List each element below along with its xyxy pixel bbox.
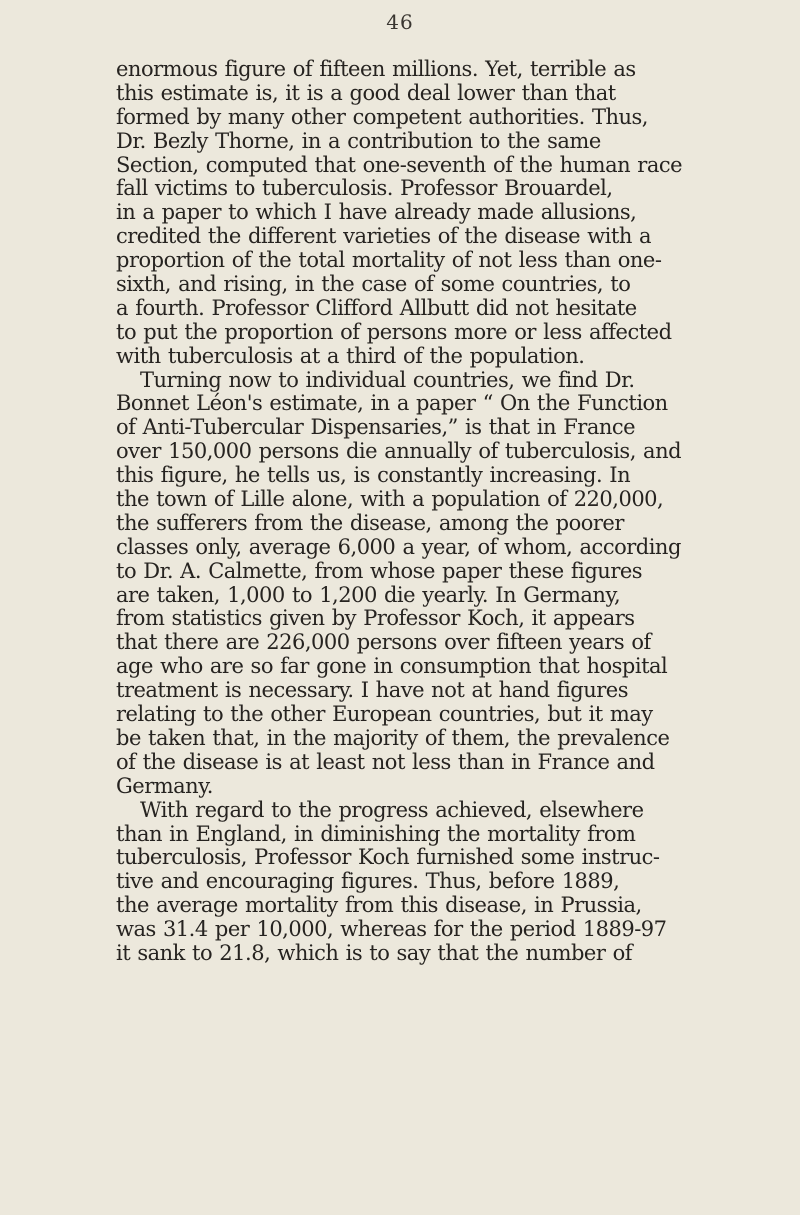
text-line: Section, computed that one-seventh of the human race: [116, 152, 683, 177]
text-line: Dr. Bezly Thorne, in a contribution to the same: [116, 128, 601, 153]
text-line: from statistics given by Professor Koch, it appears: [116, 606, 635, 631]
text-line: a fourth. Professor Clifford Allbutt did not hesitate: [116, 295, 637, 320]
body-text: [116, 58, 716, 966]
text-line: fall victims to tuberculosis. Professor Brouardel,: [116, 176, 613, 201]
text-line: classes only, average 6,000 a year, of whom, according: [116, 534, 681, 559]
text-line: the average mortality from this disease, in Prussia,: [116, 893, 642, 918]
text-line: to put the proportion of persons more or less affected: [116, 319, 672, 344]
text-line: Bonnet Léon's estimate, in a paper “ On the Function: [116, 391, 668, 416]
text-line: the sufferers from the disease, among the poorer: [116, 510, 624, 535]
text-line: enormous figure of fifteen millions. Yet, terrible as: [116, 57, 636, 81]
text-line: sixth, and rising, in the case of some countries, to: [116, 272, 631, 297]
text-line: than in England, in diminishing the mortality from: [116, 821, 636, 846]
text-line: be taken that, in the majority of them, the prevalence: [116, 725, 670, 750]
text-line: was 31.4 per 10,000, whereas for the period 1889-97: [116, 917, 667, 942]
text-line: treatment is necessary. I have not at hand figures: [116, 678, 628, 703]
text-line: are taken, 1,000 to 1,200 die yearly. In Germany,: [116, 582, 621, 607]
text-line: With regard to the progress achieved, elsewhere: [140, 797, 644, 822]
text-line: it sank to 21.8, which is to say that the number of: [116, 940, 632, 965]
text-line: Germany.: [116, 773, 213, 798]
text-line: tive and encouraging figures. Thus, before 1889,: [116, 869, 620, 894]
text-line: Turning now to individual countries, we find Dr.: [140, 367, 635, 392]
text-line: over 150,000 persons die annually of tuberculosis, and: [116, 439, 682, 464]
text-line: to Dr. A. Calmette, from whose paper these figures: [116, 558, 643, 583]
text-line: proportion of the total mortality of not less than one-: [116, 248, 662, 273]
page-number: 46: [386, 10, 414, 34]
text-line: credited the different varieties of the disease with a: [116, 224, 652, 249]
text-line: the town of Lille alone, with a population of 220,000,: [116, 487, 664, 512]
text-line: relating to the other European countries, but it may: [116, 702, 653, 727]
text-line: that there are 226,000 persons over fifteen years of: [116, 630, 651, 655]
text-line: of the disease is at least not less than in France and: [116, 749, 655, 774]
text-line: age who are so far gone in consumption that hospital: [116, 654, 668, 679]
text-line: tuberculosis, Professor Koch furnished some instruc-: [116, 845, 660, 870]
text-line: of Anti-Tubercular Dispensaries,” is that in France: [116, 415, 636, 440]
text-line: this estimate is, it is a good deal lower than that: [116, 80, 616, 105]
text-line: in a paper to which I have already made allusions,: [116, 200, 637, 225]
text-line: formed by many other competent authorities. Thus,: [116, 104, 648, 129]
text-line: this figure, he tells us, is constantly increasing. In: [116, 463, 631, 488]
text-line: with tuberculosis at a third of the population.: [116, 343, 585, 368]
